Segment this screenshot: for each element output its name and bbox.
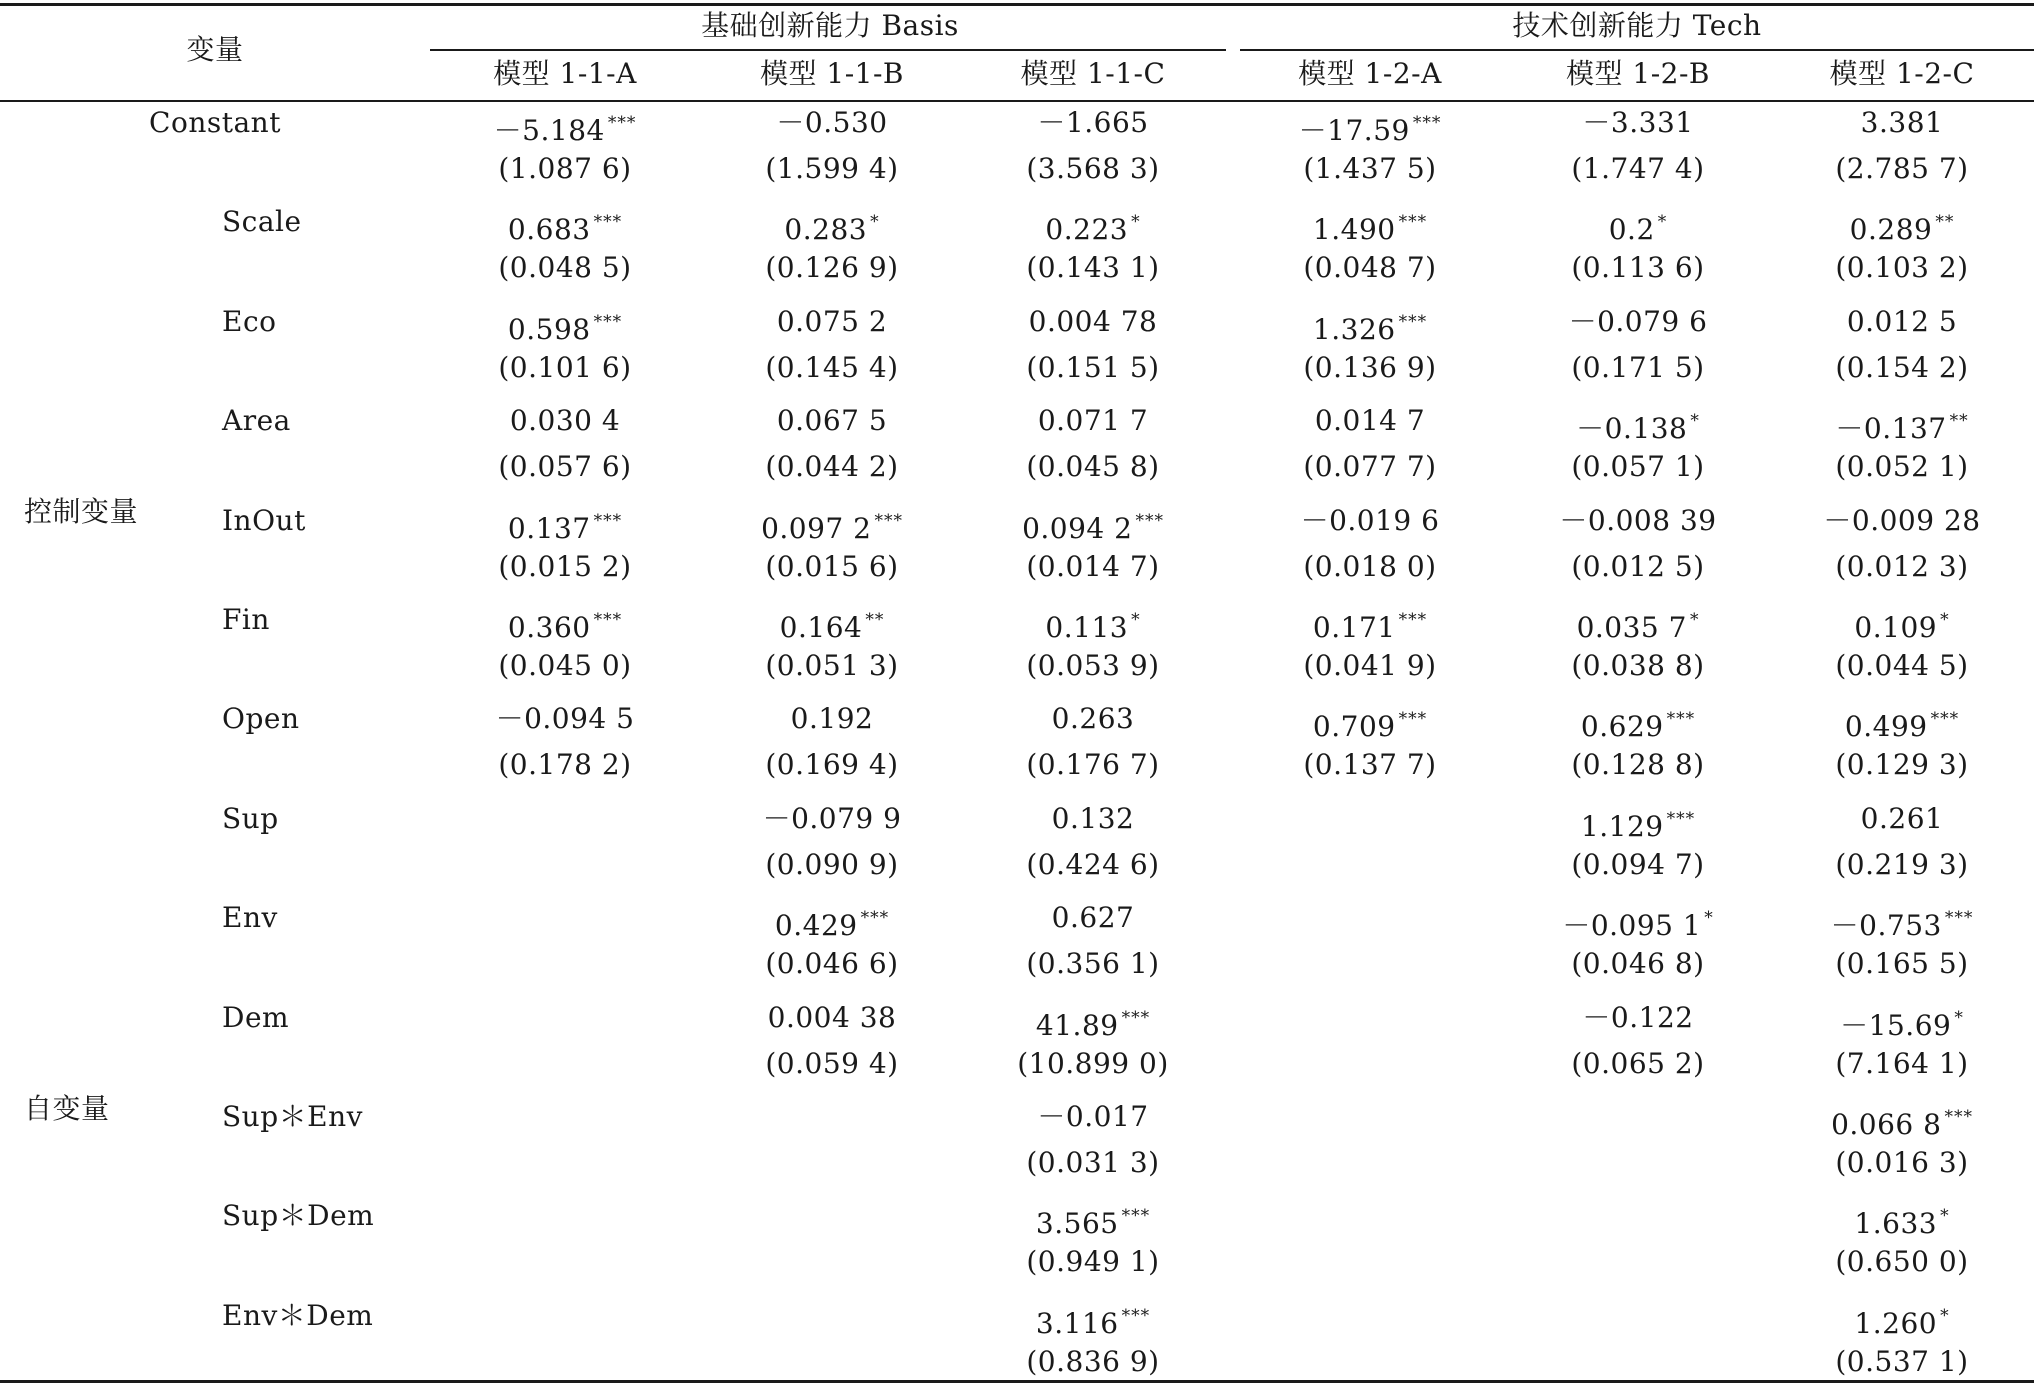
significance-stars: *** — [1398, 311, 1428, 332]
coefficient-value: －0.008 39 — [1559, 503, 1717, 537]
significance-stars: * — [1704, 908, 1714, 929]
standard-error-cell: (0.045 8) — [1026, 450, 1160, 484]
coefficient-cell — [1582, 106, 1693, 140]
coefficient-cell — [1840, 1001, 1964, 1043]
row-label: Dem — [222, 1000, 290, 1034]
standard-error-cell: (0.169 4) — [765, 748, 899, 782]
group-header-basis: 基础创新能力 Basis — [701, 9, 959, 42]
coefficient-value: 0.429 — [774, 909, 858, 943]
significance-stars: * — [870, 212, 880, 233]
coefficient-value: －0.753 — [1830, 909, 1942, 943]
coefficient-value: －0.530 — [776, 106, 888, 139]
row-label: Fin — [222, 603, 270, 636]
standard-error-cell: (0.219 3) — [1835, 847, 1969, 881]
group-rule-tech — [1240, 49, 2034, 51]
coefficient-value: 0.014 7 — [1314, 404, 1426, 438]
coefficient-value: 1.260 — [1854, 1306, 1938, 1340]
standard-error-cell: (0.012 5) — [1571, 549, 1705, 583]
coefficient-value: －0.017 — [1037, 1100, 1149, 1133]
coefficient-cell — [494, 106, 637, 148]
significance-stars: *** — [1398, 709, 1428, 730]
row-label: Env — [222, 901, 278, 935]
coefficient-value: －0.095 1 — [1562, 909, 1702, 943]
coefficient-value: －0.137 — [1835, 412, 1947, 446]
row-label: InOut — [222, 503, 306, 537]
standard-error-cell: (1.437 5) — [1303, 152, 1437, 185]
coefficient-value: 41.89 — [1035, 1008, 1119, 1042]
standard-error-cell: (0.356 1) — [1026, 947, 1160, 981]
coefficient-cell — [1029, 305, 1158, 339]
significance-stars: *** — [1944, 1107, 1973, 1127]
standard-error-cell: (0.012 3) — [1835, 549, 1969, 583]
coefficient-cell — [1037, 106, 1148, 140]
standard-error-cell: (0.046 8) — [1571, 947, 1705, 981]
significance-stars: *** — [1121, 1007, 1151, 1028]
coefficient-value: 1.490 — [1312, 213, 1396, 247]
standard-error-cell: (1.087 6) — [498, 152, 632, 185]
coefficient-value: 0.012 5 — [1846, 304, 1958, 338]
significance-stars: *** — [607, 113, 637, 133]
standard-error-cell: (0.059 4) — [765, 1046, 899, 1080]
coefficient-value: 0.035 7 — [1576, 611, 1687, 644]
coefficient-cell — [496, 702, 635, 736]
coefficient-value: －0.094 5 — [495, 702, 635, 736]
standard-error-cell: (0.949 1) — [1026, 1245, 1160, 1279]
standard-error-cell: (0.016 3) — [1835, 1146, 1969, 1179]
significance-stars: *** — [1135, 510, 1164, 531]
coefficient-value: －0.122 — [1582, 1000, 1694, 1034]
section-label-independent: 自变量 — [24, 1092, 110, 1125]
coefficient-value: 0.066 8 — [1831, 1108, 1942, 1141]
coefficient-cell — [1037, 1100, 1148, 1134]
coefficient-value: －0.079 9 — [762, 801, 902, 835]
coefficient-cell — [777, 404, 887, 438]
standard-error-cell: (0.044 2) — [765, 450, 899, 484]
coefficient-value: 3.565 — [1035, 1207, 1119, 1241]
coefficient-cell — [1854, 1299, 1949, 1341]
row-label: Sup＊Dem — [222, 1199, 375, 1233]
coefficient-cell — [1831, 901, 1974, 943]
coefficient-value: 0.132 — [1051, 801, 1135, 835]
group-rule-basis — [430, 49, 1226, 51]
coefficient-value: 0.627 — [1051, 901, 1135, 935]
significance-stars: *** — [1666, 808, 1696, 829]
significance-stars: * — [1954, 1007, 1964, 1028]
coefficient-value: 1.633 — [1854, 1207, 1938, 1241]
coefficient-cell — [508, 603, 622, 645]
standard-error-cell: (0.537 1) — [1835, 1344, 1969, 1378]
model-header: 模型 1-1-A — [493, 57, 637, 90]
standard-error-cell: (0.090 9) — [765, 847, 899, 881]
coefficient-cell — [1313, 305, 1427, 347]
coefficient-value: －1.665 — [1037, 106, 1149, 139]
significance-stars: *** — [860, 908, 890, 929]
standard-error-cell: (0.038 8) — [1571, 649, 1705, 682]
coefficient-cell — [1315, 404, 1425, 438]
coefficient-value: 0.094 2 — [1022, 511, 1133, 545]
standard-error-cell: (0.014 7) — [1026, 549, 1160, 583]
model-header: 模型 1-2-A — [1298, 57, 1442, 90]
coefficient-cell — [1823, 504, 1980, 538]
standard-error-cell: (0.165 5) — [1835, 947, 1969, 981]
standard-error-cell: (0.015 6) — [765, 549, 899, 583]
standard-error-cell: (0.424 6) — [1026, 847, 1160, 881]
coefficient-cell — [1576, 404, 1700, 446]
standard-error-cell: (0.031 3) — [1026, 1146, 1160, 1179]
standard-error-cell: (0.176 7) — [1026, 748, 1160, 782]
significance-stars: * — [1940, 1206, 1950, 1227]
significance-stars: * — [1690, 411, 1700, 432]
significance-stars: *** — [593, 610, 623, 630]
bottom-rule — [0, 1380, 2034, 1383]
standard-error-cell: (0.137 7) — [1303, 748, 1437, 782]
coefficient-cell — [1831, 1100, 1973, 1142]
coefficient-cell — [1835, 404, 1968, 446]
standard-error-cell: (0.101 6) — [498, 350, 632, 384]
coefficient-value: 0.097 2 — [761, 511, 872, 545]
coefficient-cell — [1036, 1299, 1150, 1341]
standard-error-cell: (0.048 7) — [1303, 251, 1437, 285]
significance-stars: *** — [593, 510, 623, 531]
significance-stars: * — [1131, 610, 1141, 630]
significance-stars: *** — [1412, 113, 1442, 133]
coefficient-value: 1.326 — [1312, 312, 1396, 346]
standard-error-cell: (0.048 5) — [498, 251, 632, 285]
coefficient-cell — [761, 504, 903, 546]
coefficient-cell — [508, 305, 622, 347]
significance-stars: * — [1689, 610, 1700, 630]
standard-error-cell: (0.154 2) — [1835, 350, 1969, 384]
coefficient-value: －0.079 6 — [1568, 304, 1708, 338]
standard-error-cell: (0.045 0) — [498, 649, 632, 682]
standard-error-cell: (0.065 2) — [1571, 1046, 1705, 1080]
coefficient-value: 0.261 — [1860, 801, 1944, 835]
standard-error-cell: (0.129 3) — [1835, 748, 1969, 782]
coefficient-value: 0.283 — [784, 213, 868, 247]
significance-stars: * — [1940, 1305, 1950, 1326]
coefficient-cell — [1052, 901, 1135, 935]
row-label: Env＊Dem — [222, 1298, 374, 1332]
coefficient-value: 0.067 5 — [776, 404, 888, 438]
row-label: Sup — [222, 801, 279, 835]
coefficient-value: 0.171 — [1312, 611, 1396, 644]
coefficient-cell — [508, 205, 622, 247]
coefficient-value: 0.109 — [1854, 611, 1938, 644]
standard-error-cell: (0.051 3) — [765, 649, 899, 682]
coefficient-cell — [1313, 702, 1427, 744]
standard-error-cell: (0.151 5) — [1026, 350, 1160, 384]
coefficient-cell — [768, 1001, 897, 1035]
coefficient-cell — [1052, 702, 1135, 736]
standard-error-cell: (0.077 7) — [1303, 450, 1437, 484]
significance-stars: ** — [1935, 212, 1955, 233]
coefficient-value: 1.129 — [1580, 809, 1664, 843]
coefficient-cell — [1562, 901, 1713, 943]
row-label: Open — [222, 702, 300, 736]
coefficient-cell — [1861, 802, 1944, 836]
coefficient-cell — [784, 205, 879, 247]
standard-error-cell: (0.018 0) — [1303, 549, 1437, 583]
coefficient-value: －0.009 28 — [1823, 503, 1981, 537]
standard-error-cell: (0.128 8) — [1571, 748, 1705, 782]
standard-error-cell: (0.103 2) — [1835, 251, 1969, 285]
coefficient-value: 0.2 — [1608, 213, 1655, 247]
coefficient-value: 3.381 — [1860, 106, 1944, 139]
coefficient-cell — [775, 901, 889, 943]
coefficient-value: 0.004 38 — [767, 1000, 897, 1034]
significance-stars: *** — [1398, 212, 1428, 233]
standard-error-cell: (0.057 6) — [498, 450, 632, 484]
standard-error-cell: (0.178 2) — [498, 748, 632, 782]
significance-stars: ** — [865, 610, 885, 630]
row-label: Area — [222, 404, 291, 438]
coefficient-cell — [1313, 205, 1427, 247]
coefficient-cell — [1847, 305, 1957, 339]
significance-stars: * — [1131, 212, 1141, 233]
coefficient-cell — [780, 603, 885, 645]
coefficient-value: 0.629 — [1580, 710, 1664, 744]
significance-stars: *** — [1930, 709, 1960, 730]
significance-stars: *** — [593, 212, 623, 233]
significance-stars: *** — [593, 311, 623, 332]
standard-error-cell: (0.136 9) — [1303, 350, 1437, 384]
coefficient-value: 0.075 2 — [776, 304, 888, 338]
standard-error-cell: (0.015 2) — [498, 549, 632, 583]
coefficient-value: －0.138 — [1576, 412, 1688, 446]
header-rule — [0, 100, 2034, 102]
coefficient-cell — [1038, 404, 1148, 438]
coefficient-value: 0.289 — [1849, 213, 1933, 247]
coefficient-value: 0.137 — [507, 511, 591, 545]
coefficient-cell — [777, 305, 887, 339]
coefficient-cell — [763, 802, 902, 836]
significance-stars: *** — [1121, 1206, 1151, 1227]
standard-error-cell: (2.785 7) — [1835, 152, 1969, 185]
coefficient-value: 0.683 — [507, 213, 591, 247]
standard-error-cell: (0.053 9) — [1026, 649, 1160, 682]
model-header: 模型 1-1-C — [1020, 57, 1166, 90]
row-label: Sup＊Env — [222, 1100, 363, 1133]
standard-error-cell: (10.899 0) — [1017, 1046, 1169, 1080]
model-header: 模型 1-1-B — [759, 57, 905, 90]
coefficient-cell — [1854, 1199, 1949, 1241]
coefficient-cell — [1559, 504, 1716, 538]
row-label: Scale — [222, 205, 302, 239]
coefficient-cell — [1581, 702, 1695, 744]
significance-stars: *** — [874, 510, 903, 531]
coefficient-cell — [776, 106, 887, 140]
coefficient-value: －17.59 — [1298, 114, 1410, 147]
row-label: Constant — [149, 106, 281, 139]
coefficient-value: 0.030 4 — [509, 404, 621, 438]
coefficient-value: 0.223 — [1045, 213, 1129, 247]
coefficient-value: 0.004 78 — [1028, 304, 1158, 338]
coefficient-value: －15.69 — [1840, 1008, 1952, 1042]
significance-stars: ** — [1949, 411, 1969, 432]
significance-stars: *** — [1666, 709, 1696, 730]
coefficient-value: －0.019 6 — [1300, 503, 1440, 537]
coefficient-cell — [1582, 1001, 1693, 1035]
significance-stars: *** — [1121, 1305, 1151, 1326]
coefficient-cell — [1581, 802, 1695, 844]
standard-error-cell: (0.046 6) — [765, 947, 899, 981]
coefficient-value: 0.709 — [1312, 710, 1396, 744]
coefficient-value: －3.331 — [1582, 106, 1694, 139]
standard-error-cell: (3.568 3) — [1026, 152, 1160, 185]
coefficient-cell — [1052, 802, 1135, 836]
significance-stars: *** — [1398, 610, 1428, 630]
standard-error-cell: (0.143 1) — [1026, 251, 1160, 285]
coefficient-cell — [1022, 504, 1164, 546]
coefficient-value: 0.499 — [1844, 710, 1928, 744]
standard-error-cell: (1.599 4) — [765, 152, 899, 185]
coefficient-cell — [1036, 1001, 1150, 1043]
significance-stars: * — [1940, 610, 1950, 630]
section-label-control: 控制变量 — [24, 495, 139, 528]
significance-stars: * — [1657, 212, 1668, 233]
coefficient-value: 0.164 — [779, 611, 863, 644]
coefficient-cell — [1045, 205, 1140, 247]
coefficient-value: 3.116 — [1035, 1306, 1119, 1340]
coefficient-cell — [1045, 603, 1140, 645]
coefficient-cell — [1313, 603, 1427, 645]
standard-error-cell: (0.113 6) — [1571, 251, 1705, 285]
top-rule — [0, 3, 2034, 6]
row-label: Eco — [222, 304, 277, 338]
coefficient-cell — [1609, 205, 1668, 247]
standard-error-cell: (0.044 5) — [1835, 649, 1969, 682]
standard-error-cell: (0.145 4) — [765, 350, 899, 384]
coefficient-cell — [508, 504, 622, 546]
standard-error-cell: (1.747 4) — [1571, 152, 1705, 185]
coefficient-cell — [1850, 205, 1955, 247]
model-header: 模型 1-2-B — [1565, 57, 1711, 90]
coefficient-value: 0.598 — [507, 312, 591, 346]
coefficient-cell — [1577, 603, 1700, 645]
coefficient-cell — [791, 702, 874, 736]
coefficient-value: －5.184 — [493, 114, 605, 147]
standard-error-cell: (0.126 9) — [765, 251, 899, 285]
standard-error-cell: (0.094 7) — [1571, 847, 1705, 881]
coefficient-value: 0.113 — [1045, 611, 1129, 644]
coefficient-cell — [510, 404, 620, 438]
coefficient-cell — [1845, 702, 1959, 744]
coefficient-cell — [1854, 603, 1949, 645]
standard-error-cell: (0.836 9) — [1026, 1344, 1160, 1378]
standard-error-cell: (0.041 9) — [1303, 649, 1437, 682]
standard-error-cell: (0.650 0) — [1835, 1245, 1969, 1279]
standard-error-cell: (0.171 5) — [1571, 350, 1705, 384]
coefficient-cell — [1301, 504, 1440, 538]
coefficient-cell — [1036, 1199, 1150, 1241]
standard-error-cell: (0.057 1) — [1571, 450, 1705, 484]
group-header-tech: 技术创新能力 Tech — [1512, 9, 1762, 42]
coefficient-value: 0.192 — [790, 702, 874, 736]
significance-stars: *** — [1944, 908, 1974, 929]
coefficient-value: 0.263 — [1051, 702, 1135, 736]
coefficient-cell — [1861, 106, 1944, 140]
coefficient-cell — [1299, 106, 1442, 148]
standard-error-cell: (7.164 1) — [1835, 1046, 1969, 1080]
model-header: 模型 1-2-C — [1829, 57, 1975, 90]
coefficient-value: 0.360 — [507, 611, 591, 644]
coefficient-value: 0.071 7 — [1037, 404, 1149, 438]
variable-header: 变量 — [186, 33, 244, 66]
coefficient-cell — [1569, 305, 1708, 339]
standard-error-cell: (0.052 1) — [1835, 450, 1969, 484]
